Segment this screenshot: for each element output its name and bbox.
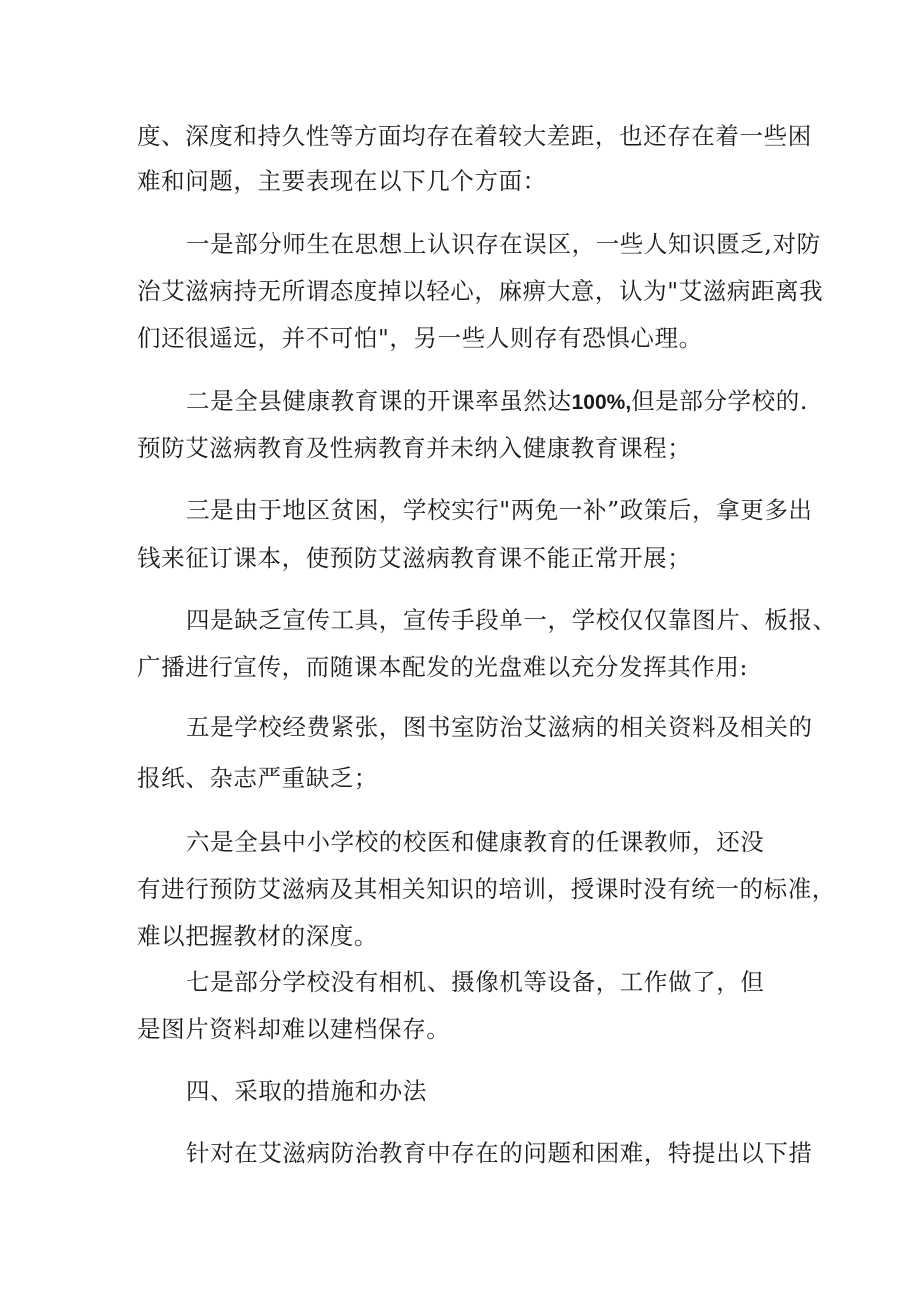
paragraph-2-line-3: 们还很遥远，并不可怕"，另一些人则存有恐惧心理。 <box>137 324 703 352</box>
paragraph-4-line-1: 三是由于地区贫困，学校实行"两免一补”政策后，拿更多出 <box>186 496 813 524</box>
paragraph-1-line-1: 度、深度和持久性等方面均存在着较大差距，也还存在着一些困 <box>137 122 812 150</box>
paragraph-3-line-2: 预防艾滋病教育及性病教育并未纳入健康教育课程； <box>137 434 692 462</box>
paragraph-2-line-2: 治艾滋病持无所谓态度掉以轻心，麻痹大意，认为"艾滋病距离我 <box>137 277 824 305</box>
paragraph-3-line-1-before: 二是全县健康教育课的开课率虽然达 <box>186 387 572 415</box>
paragraph-4-line-2: 钱来征订课本，使预防艾滋病教育课不能正常开展； <box>137 544 692 572</box>
paragraph-7-line-1: 六是全县中小学校的校医和健康教育的任课教师，还没 <box>186 828 765 856</box>
paragraph-5-line-1: 四是缺乏宣传工具，宣传手段单一，学校仅仅靠图片、板报、 <box>186 606 837 634</box>
section-heading: 四、采取的措施和办法 <box>186 1077 427 1105</box>
paragraph-6-line-2: 报纸、杂志严重缺乏； <box>137 764 378 792</box>
paragraph-8-line-1: 七是部分学校没有相机、摄像机等设备，工作做了，但 <box>186 968 765 996</box>
paragraph-3-line-1 <box>186 385 808 419</box>
paragraph-6-line-1: 五是学校经费紧张，图书室防治艾滋病的相关资料及相关的 <box>186 713 813 741</box>
paragraph-10-line-1: 针对在艾滋病防治教育中存在的问题和困难，特提出以下措 <box>186 1139 813 1167</box>
percentage-value: 100%, <box>571 391 632 414</box>
paragraph-7-line-2: 有进行预防艾滋病及其相关知识的培训，授课时没有统一的标准， <box>137 875 836 903</box>
paragraph-5-line-2: 广播进行宣传，而随课本配发的光盘难以充分发挥其作用: <box>137 653 749 681</box>
paragraph-7-line-3: 难以把握教材的深度。 <box>137 922 378 950</box>
paragraph-2-line-1: 一是部分师生在思想上认识存在误区，一些人知识匮乏,对防 <box>186 230 821 258</box>
paragraph-8-line-2: 是图片资料却难以建档保存。 <box>137 1015 451 1043</box>
paragraph-1-line-2: 难和问题，主要表现在以下几个方面： <box>137 167 547 195</box>
paragraph-3-line-1-after: 但是部分学校的. <box>631 387 808 415</box>
